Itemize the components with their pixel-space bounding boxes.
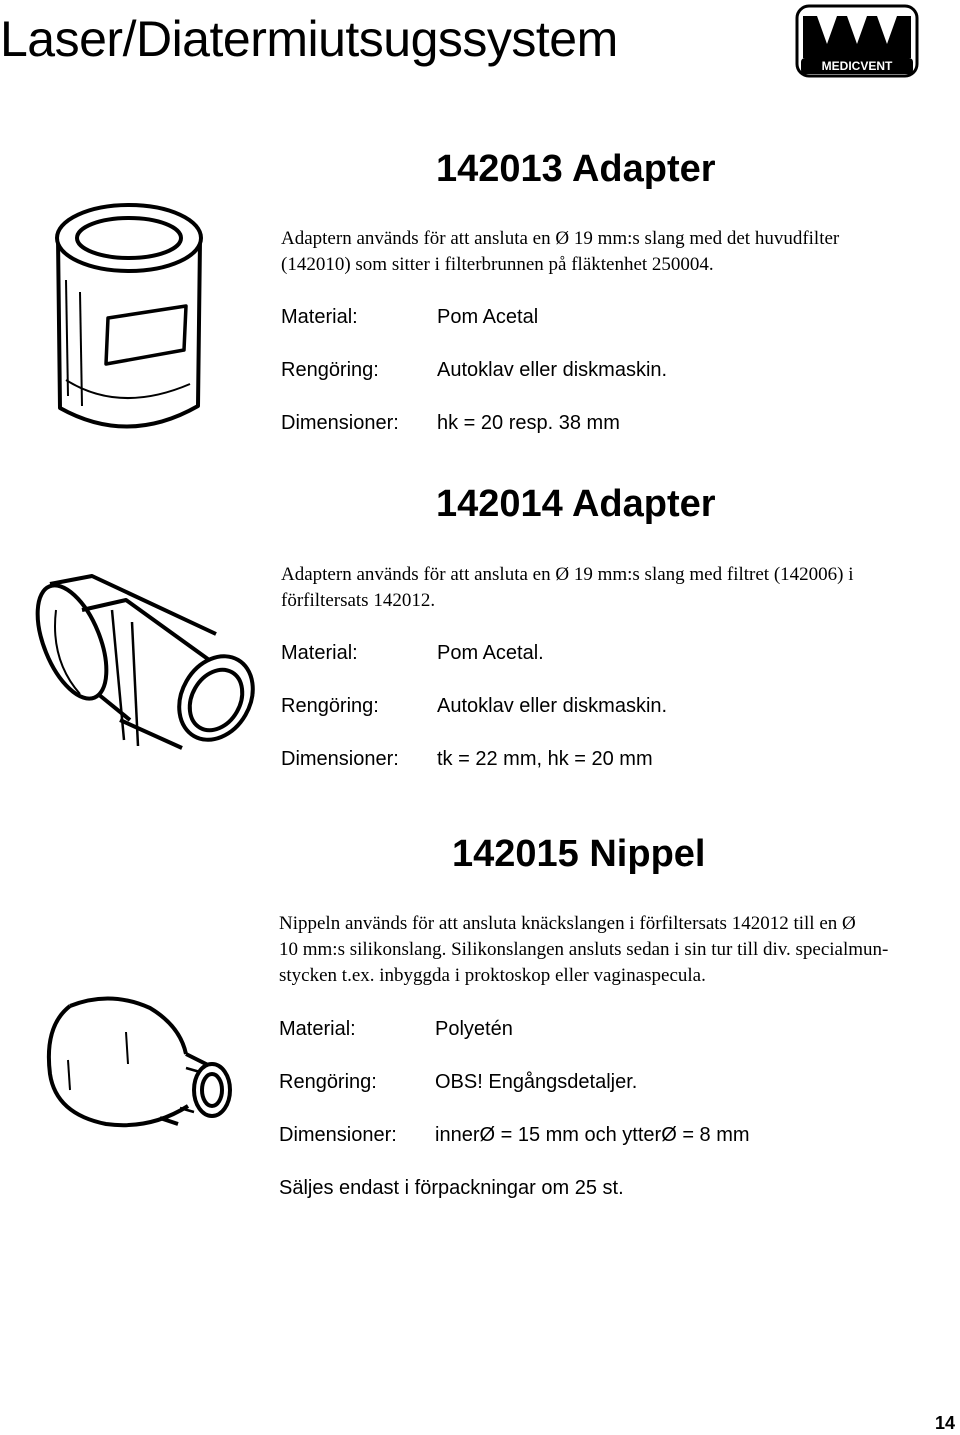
description-line: Adaptern används för att ansluta en Ø 19 mm:s slang med filtret (142006) i bbox=[281, 564, 854, 585]
material-label: Material: bbox=[281, 642, 358, 664]
dimensions-label: Dimensioner: bbox=[279, 1124, 397, 1146]
page-number: 14 bbox=[935, 1413, 956, 1433]
material-label: Material: bbox=[279, 1018, 356, 1040]
page-title: Laser/Diatermiutsugssystem bbox=[0, 11, 618, 67]
material-value: Pom Acetal bbox=[437, 306, 539, 328]
cleaning-value: OBS! Engångsdetaljer. bbox=[435, 1071, 638, 1093]
packaging-note: Säljes endast i förpackningar om 25 st. bbox=[279, 1177, 624, 1199]
product-heading: 142015 Nippel bbox=[452, 833, 706, 875]
material-label: Material: bbox=[281, 306, 358, 328]
nippel-142015-illustration bbox=[40, 990, 240, 1140]
product-heading: 142013 Adapter bbox=[436, 148, 716, 190]
description-line: Nippeln används för att ansluta knäckslangen i förfiltersats 142012 till en Ø bbox=[279, 913, 856, 934]
adapter-142014-illustration bbox=[20, 570, 260, 780]
description-line: förfiltersats 142012. bbox=[281, 590, 436, 611]
cleaning-label: Rengöring: bbox=[279, 1071, 377, 1093]
adapter-142013-illustration bbox=[50, 200, 210, 440]
cleaning-label: Rengöring: bbox=[281, 695, 379, 717]
dimensions-value: tk = 22 mm, hk = 20 mm bbox=[437, 748, 653, 770]
dimensions-label: Dimensioner: bbox=[281, 412, 399, 434]
cleaning-value: Autoklav eller diskmaskin. bbox=[437, 695, 668, 717]
material-value: Polyetén bbox=[435, 1018, 513, 1040]
product-heading: 142014 Adapter bbox=[436, 483, 716, 525]
cleaning-value: Autoklav eller diskmaskin. bbox=[437, 359, 668, 381]
logo-text: MEDICVENT bbox=[821, 59, 893, 73]
dimensions-label: Dimensioner: bbox=[281, 748, 399, 770]
description-line: Adaptern används för att ansluta en Ø 19 mm:s slang med det huvudfilter bbox=[281, 228, 840, 249]
material-value: Pom Acetal. bbox=[437, 642, 544, 664]
dimensions-value: hk = 20 resp. 38 mm bbox=[437, 412, 620, 434]
dimensions-value: innerØ = 15 mm och ytterØ = 8 mm bbox=[435, 1124, 750, 1146]
description-line: stycken t.ex. inbyggda i proktoskop eller vaginaspecula. bbox=[279, 965, 706, 986]
description-line: (142010) som sitter i filterbrunnen på fläktenhet 250004. bbox=[281, 254, 714, 275]
description-line: 10 mm:s silikonslang. Silikonslangen ansluts sedan i sin tur till div. specialmun- bbox=[279, 939, 889, 960]
cleaning-label: Rengöring: bbox=[281, 359, 379, 381]
medicvent-logo bbox=[795, 4, 919, 78]
